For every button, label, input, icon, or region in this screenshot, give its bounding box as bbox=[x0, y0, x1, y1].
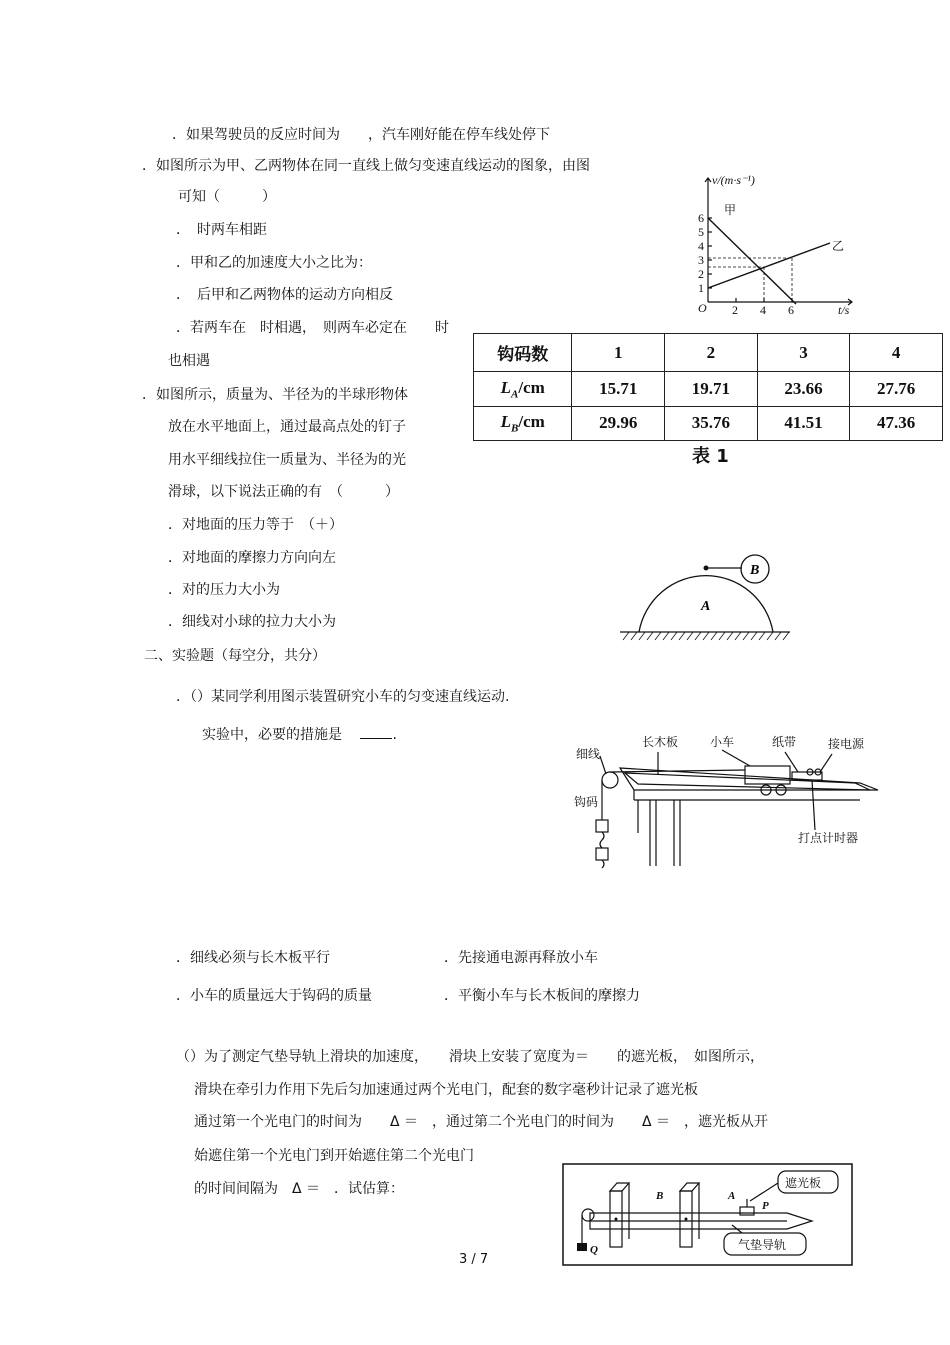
label-a: A bbox=[701, 599, 711, 614]
x-axis-label: t/s bbox=[838, 303, 850, 315]
option-text: ．对地面的压力等于 （＋） bbox=[168, 517, 343, 533]
question-text: 放在水平地面上，通过最高点处的钉子 bbox=[168, 419, 406, 435]
option-text: ． 后甲和乙两物体的运动方向相反 bbox=[176, 287, 393, 303]
question-text: 用水平细线拉住一质量为、半径为的光 bbox=[168, 452, 406, 468]
gate-dot bbox=[685, 1218, 688, 1221]
answer-blank bbox=[360, 725, 392, 739]
option-a: ．细线必须与长木板平行 bbox=[176, 950, 330, 966]
table-cell: 19.71 bbox=[665, 372, 758, 406]
table-caption: 表 1 bbox=[692, 446, 729, 467]
label-shade: 遮光板 bbox=[785, 1176, 822, 1190]
gate-dot bbox=[615, 1218, 618, 1221]
cart-apparatus-figure bbox=[570, 728, 885, 876]
table-cell: 47.36 bbox=[850, 406, 943, 440]
label-track: 气垫导轨 bbox=[738, 1238, 787, 1252]
row-label-var: L bbox=[500, 412, 512, 432]
question-text: 始遮住第一个光电门到开始遮住第二个光电门 bbox=[194, 1148, 474, 1164]
question-text: 实验中，必要的措施是 bbox=[202, 727, 342, 743]
weight-block bbox=[577, 1243, 587, 1251]
question-text: . bbox=[392, 727, 397, 743]
label-weights: 钩码 bbox=[574, 795, 599, 809]
series-label-yi: 乙 bbox=[832, 239, 845, 253]
question-text: ．如图所示为甲、乙两物体在同一直线上做匀变速直线运动的图象，由图 bbox=[142, 158, 590, 174]
x-tick-label: 6 bbox=[788, 303, 794, 315]
table-row bbox=[474, 406, 943, 440]
row-label-unit: /cm bbox=[518, 412, 545, 432]
option-text: ．若两车在 时相遇， 则两车必定在 时 bbox=[176, 320, 449, 336]
label-gate-b: B bbox=[656, 1190, 664, 1202]
question-text: （）为了测定气垫导轨上滑块的加速度， 滑块上安装了宽度为＝ 的遮光板， 如图所示， bbox=[176, 1049, 764, 1065]
label-tape: 纸带 bbox=[772, 735, 797, 749]
table-header-cell: 2 bbox=[665, 334, 758, 372]
label-p: P bbox=[762, 1200, 769, 1212]
table-cell: 15.71 bbox=[572, 372, 665, 406]
x-tick-label: 2 bbox=[732, 303, 738, 315]
label-gate-a: A bbox=[728, 1190, 736, 1202]
label-q: Q bbox=[590, 1244, 598, 1256]
option-text: ．对地面的摩擦力方向向左 bbox=[168, 550, 336, 566]
question-text: 通过第一个光电门的时间为 Δ ＝ ，通过第二个光电门的时间为 Δ ＝ ，遮光板从开 bbox=[194, 1114, 769, 1130]
y-tick-label: 1 bbox=[698, 281, 704, 295]
table-cell: 29.96 bbox=[572, 406, 665, 440]
option-text: ．细线对小球的拉力大小为 bbox=[168, 614, 336, 630]
y-tick-label: 4 bbox=[698, 239, 704, 253]
table-header-cell: 3 bbox=[757, 334, 850, 372]
option-text: ．对的压力大小为 bbox=[168, 582, 280, 598]
table-header-cell: 1 bbox=[572, 334, 665, 372]
option-text: 也相遇 bbox=[168, 353, 210, 369]
question-text: ．（）某同学利用图示装置研究小车的匀变速直线运动. bbox=[176, 689, 510, 705]
hemisphere-figure bbox=[615, 550, 795, 645]
question-text bbox=[202, 725, 397, 744]
question-text: 滑球，以下说法正确的有 （ ） bbox=[168, 484, 399, 500]
question-text: 的时间间隔为 Δ ＝ ．试估算： bbox=[194, 1181, 405, 1197]
y-tick-label: 3 bbox=[698, 253, 704, 267]
row-label-sub: A bbox=[511, 388, 519, 401]
table-cell: 27.76 bbox=[850, 372, 943, 406]
y-tick-label: 6 bbox=[698, 211, 704, 225]
y-tick-label: 5 bbox=[698, 225, 704, 239]
row-label bbox=[474, 372, 572, 406]
option-c: ．小车的质量远大于钩码的质量 bbox=[176, 988, 372, 1004]
label-b: B bbox=[750, 563, 760, 578]
label-power: 接电源 bbox=[828, 737, 865, 751]
table-cell: 41.51 bbox=[757, 406, 850, 440]
table-row bbox=[474, 372, 943, 406]
table-header-row bbox=[474, 334, 943, 372]
air-track-figure bbox=[562, 1163, 854, 1267]
option-b: ．先接通电源再释放小车 bbox=[444, 950, 598, 966]
row-label-sub: B bbox=[511, 422, 519, 435]
option-text: ． 时两车相距 bbox=[176, 222, 267, 238]
series-label-jia: 甲 bbox=[724, 203, 737, 217]
velocity-time-graph bbox=[690, 170, 860, 315]
origin-label: O bbox=[698, 301, 707, 315]
row-label-unit: /cm bbox=[518, 377, 545, 397]
label-string: 细线 bbox=[576, 747, 601, 761]
x-tick-label: 4 bbox=[760, 303, 766, 315]
question-text: 滑块在牵引力作用下先后匀加速通过两个光电门，配套的数字毫秒计记录了遮光板 bbox=[194, 1082, 698, 1098]
y-axis-label: v/(m·s⁻¹) bbox=[712, 173, 755, 187]
option-d: ．平衡小车与长木板间的摩擦力 bbox=[444, 988, 640, 1004]
table-cell: 23.66 bbox=[757, 372, 850, 406]
question-text: 可知（ ） bbox=[178, 189, 276, 205]
y-tick-label: 2 bbox=[698, 267, 704, 281]
label-board: 长木板 bbox=[642, 735, 679, 749]
page-number: 3 / 7 bbox=[459, 1252, 489, 1267]
row-label-var: L bbox=[500, 377, 512, 397]
nail-dot bbox=[704, 566, 709, 571]
data-table bbox=[473, 333, 943, 441]
label-cart: 小车 bbox=[710, 735, 735, 749]
table-cell: 35.76 bbox=[665, 406, 758, 440]
table-header-cell: 钩码数 bbox=[474, 334, 572, 372]
question-text: ．如图所示，质量为、半径为的半球形物体 bbox=[142, 387, 408, 403]
row-label bbox=[474, 406, 572, 440]
table-header-cell: 4 bbox=[850, 334, 943, 372]
question-text: ．如果驾驶员的反应时间为 ，汽车刚好能在停车线处停下 bbox=[172, 127, 550, 143]
option-text: ．甲和乙的加速度大小之比为： bbox=[176, 255, 372, 271]
label-timer: 打点计时器 bbox=[798, 831, 859, 845]
section-heading: 二、实验题（每空分，共分） bbox=[144, 648, 326, 664]
